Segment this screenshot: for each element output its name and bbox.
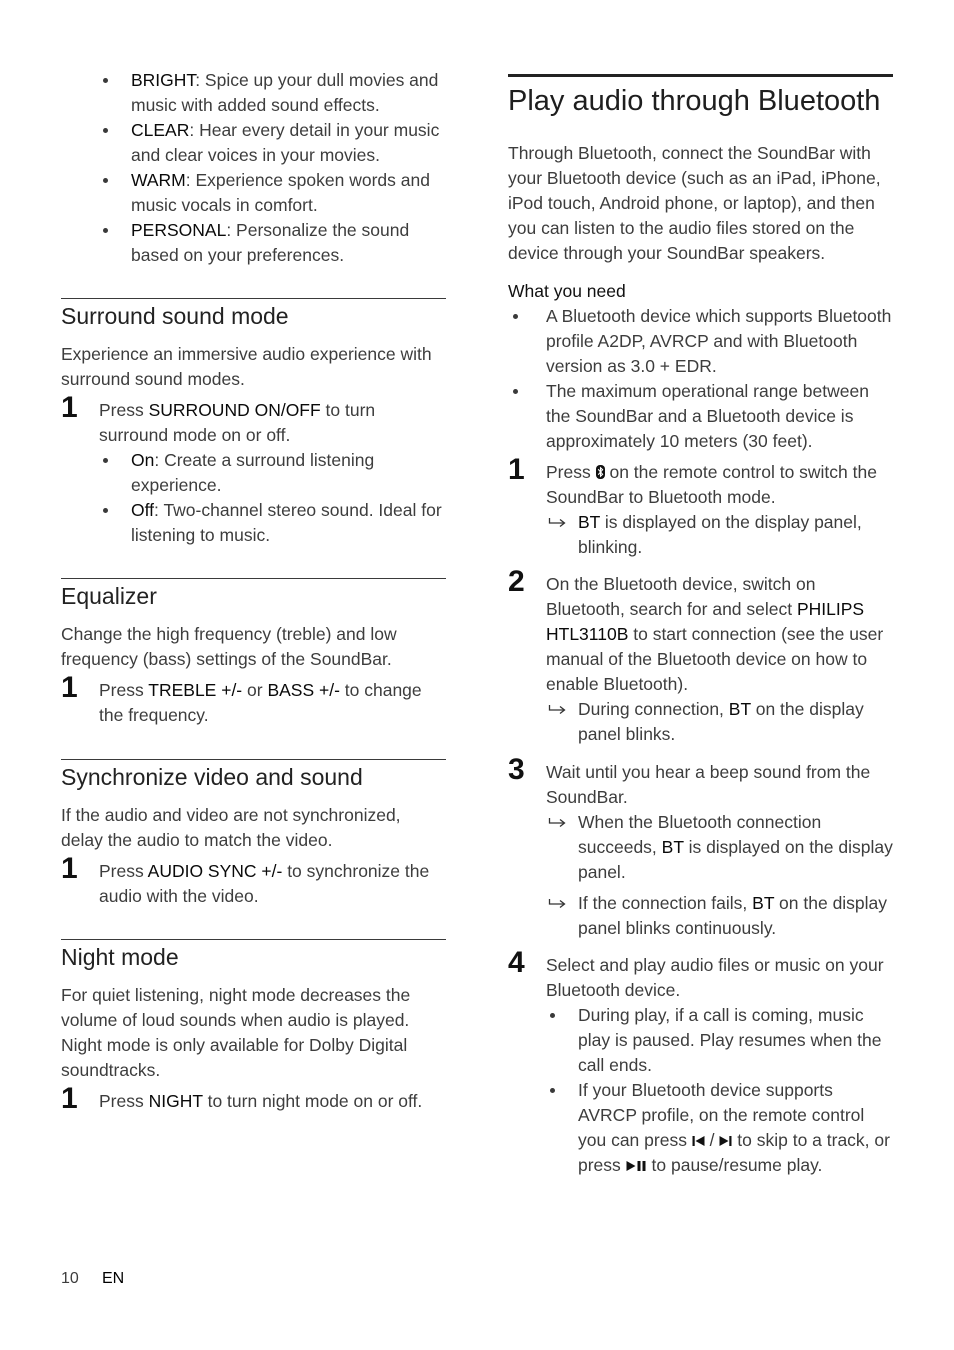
display-code: BT bbox=[752, 893, 775, 913]
note-item bbox=[508, 1078, 893, 1178]
step-text: Press bbox=[99, 680, 149, 700]
step-number: 2 bbox=[508, 565, 525, 598]
step-text: Wait until you hear a beep sound from the SoundBar. bbox=[546, 762, 871, 807]
device-name: PHILIPS HTL3110B bbox=[546, 599, 865, 644]
result-text: on the display panel blinks. bbox=[578, 699, 864, 744]
requirements-list bbox=[508, 304, 893, 454]
result-text: on the display panel blinks continuously. bbox=[578, 893, 888, 938]
key-label: SURROUND ON/OFF bbox=[148, 400, 321, 420]
requirement-item bbox=[508, 379, 893, 454]
surround-section bbox=[61, 298, 446, 548]
result-arrow-icon bbox=[548, 517, 566, 528]
result-arrow-icon bbox=[548, 898, 566, 909]
sound-mode-name: BRIGHT bbox=[131, 70, 196, 90]
bullet-dot bbox=[550, 1088, 555, 1093]
result-text: When the Bluetooth connection succeeds, bbox=[578, 812, 822, 857]
section-title: Synchronize video and sound bbox=[61, 764, 363, 790]
step-number: 1 bbox=[508, 453, 525, 486]
step-text: Press bbox=[99, 1091, 149, 1111]
note-item bbox=[508, 1003, 893, 1078]
bluetooth-section bbox=[508, 74, 893, 1178]
bullet-dot bbox=[103, 178, 108, 183]
bullet-dot bbox=[513, 314, 518, 319]
step-text: to synchronize the audio with the video. bbox=[99, 861, 430, 906]
display-code: BT bbox=[578, 512, 601, 532]
step-text: Press bbox=[99, 861, 148, 881]
step-text: Press bbox=[546, 462, 596, 482]
section-intro: Change the high frequency (treble) and low frequency (bass) settings of the SoundBar. bbox=[61, 624, 397, 669]
result-text: During connection, bbox=[578, 699, 729, 719]
section-title: Night mode bbox=[61, 944, 179, 970]
sound-mode-description: : Hear every detail in your music and clear voices in your movies. bbox=[131, 120, 440, 165]
display-code: BT bbox=[661, 837, 684, 857]
result-text: is displayed on the display panel. bbox=[578, 837, 893, 882]
section-intro: For quiet listening, night mode decreases the volume of loud sounds when audio is played. Night mode is only available for Dolby Digital soundtracks. bbox=[61, 985, 411, 1080]
result-text: is displayed on the display panel, blinking. bbox=[578, 512, 862, 557]
bullet-dot bbox=[103, 458, 108, 463]
step-text: to turn night mode on or off. bbox=[202, 1091, 423, 1111]
note-text: If your Bluetooth device supports AVRCP profile, on the remote control you can press bbox=[578, 1080, 865, 1150]
step-text: to start connection (see the user manual of the Bluetooth device on how to enable Bluetooth). bbox=[546, 624, 884, 694]
note-text: to pause/resume play. bbox=[646, 1155, 823, 1175]
night-section bbox=[61, 939, 446, 1114]
section-title: Equalizer bbox=[61, 583, 157, 609]
requirements-heading: What you need bbox=[508, 281, 626, 301]
play-pause-icon bbox=[626, 1160, 647, 1172]
note-list bbox=[508, 1003, 893, 1178]
sound-mode-description: : Personalize the sound based on your preferences. bbox=[131, 220, 410, 265]
equalizer-section bbox=[61, 578, 446, 728]
sound-mode-list bbox=[61, 68, 446, 268]
section-title: Surround sound mode bbox=[61, 303, 289, 329]
step bbox=[508, 946, 893, 1003]
option-list bbox=[61, 448, 446, 548]
next-track-icon bbox=[719, 1135, 732, 1147]
step bbox=[61, 852, 446, 909]
step bbox=[508, 565, 893, 697]
requirement-text: The maximum operational range between the SoundBar and a Bluetooth device is approximately 10 meters (30 feet). bbox=[546, 381, 869, 451]
step-number: 1 bbox=[61, 852, 78, 885]
bluetooth-icon bbox=[596, 465, 605, 479]
bullet-dot bbox=[103, 78, 108, 83]
section-intro: Experience an immersive audio experience with surround sound modes. bbox=[61, 344, 432, 389]
step-number: 3 bbox=[508, 753, 525, 786]
sync-section bbox=[61, 759, 446, 909]
key-label: NIGHT bbox=[148, 1091, 203, 1111]
sound-mode-item bbox=[61, 118, 446, 168]
result-item bbox=[508, 891, 893, 941]
key-label: BASS +/- bbox=[267, 680, 340, 700]
previous-track-icon bbox=[692, 1135, 705, 1147]
step-text: On the Bluetooth device, switch on Bluetooth, search for and select bbox=[546, 574, 816, 619]
requirement-text: A Bluetooth device which supports Bluetooth profile A2DP, AVRCP and with Bluetooth version as 3.0 + EDR. bbox=[546, 306, 892, 376]
sound-mode-item bbox=[61, 68, 446, 118]
bullet-dot bbox=[550, 1013, 555, 1018]
step-text: to change the frequency. bbox=[99, 680, 422, 725]
option-item bbox=[61, 498, 446, 548]
step-number: 1 bbox=[61, 671, 78, 704]
option-name: On bbox=[131, 450, 155, 470]
step bbox=[61, 1082, 446, 1115]
bullet-dot bbox=[103, 508, 108, 513]
sound-mode-item bbox=[61, 168, 446, 218]
step-number: 4 bbox=[508, 946, 525, 979]
display-code: BT bbox=[728, 699, 751, 719]
bullet-dot bbox=[103, 128, 108, 133]
result-arrow-icon bbox=[548, 704, 566, 715]
step-text: Press bbox=[99, 400, 149, 420]
step-text: to turn surround mode on or off. bbox=[99, 400, 376, 445]
step-text: on the remote control to switch the SoundBar to Bluetooth mode. bbox=[546, 462, 877, 507]
step bbox=[508, 753, 893, 810]
key-label: TREBLE +/- bbox=[148, 680, 243, 700]
result-item bbox=[508, 510, 893, 560]
sound-mode-name: PERSONAL bbox=[131, 220, 227, 240]
result-item bbox=[508, 697, 893, 747]
option-item bbox=[61, 448, 446, 498]
bullet-dot bbox=[103, 228, 108, 233]
result-list bbox=[508, 510, 893, 560]
result-list bbox=[508, 810, 893, 941]
result-text: If the connection fails, bbox=[578, 893, 753, 913]
section-intro: Through Bluetooth, connect the SoundBar with your Bluetooth device (such as an iPad, iPhone, iPod touch, Android phone, or laptop), and then you can listen to the audio files stored on the device through your SoundBar speakers. bbox=[508, 143, 881, 263]
note-text: to skip to a track, or press bbox=[578, 1130, 890, 1175]
result-arrow-icon bbox=[548, 817, 566, 828]
step-number: 1 bbox=[61, 1082, 78, 1115]
step-text: Select and play audio files or music on your Bluetooth device. bbox=[546, 955, 884, 1000]
page-number: 10 bbox=[61, 1270, 79, 1287]
option-description: : Create a surround listening experience. bbox=[131, 450, 375, 495]
step bbox=[61, 391, 446, 448]
language-code: EN bbox=[102, 1270, 125, 1287]
result-item bbox=[508, 810, 893, 885]
sound-mode-name: WARM bbox=[131, 170, 186, 190]
step bbox=[508, 453, 893, 510]
key-label: AUDIO SYNC +/- bbox=[147, 861, 283, 881]
note-text: / bbox=[704, 1130, 720, 1150]
option-name: Off bbox=[131, 500, 155, 520]
section-intro: If the audio and video are not synchronized, delay the audio to match the video. bbox=[61, 805, 401, 850]
option-description: : Two-channel stereo sound. Ideal for listening to music. bbox=[131, 500, 442, 545]
page-footer bbox=[61, 1266, 124, 1291]
section-rule bbox=[508, 74, 893, 77]
note-text: During play, if a call is coming, music play is paused. Play resumes when the call ends. bbox=[578, 1005, 882, 1075]
sound-mode-description: : Experience spoken words and music vocals in comfort. bbox=[131, 170, 430, 215]
step-number: 1 bbox=[61, 391, 78, 424]
sound-mode-description: : Spice up your dull movies and music with added sound effects. bbox=[131, 70, 439, 115]
step-text: or bbox=[242, 680, 268, 700]
requirement-item bbox=[508, 304, 893, 379]
step bbox=[61, 671, 446, 728]
sound-mode-name: CLEAR bbox=[131, 120, 190, 140]
page-title: Play audio through Bluetooth bbox=[508, 85, 881, 117]
result-list bbox=[508, 697, 893, 747]
sound-mode-item bbox=[61, 218, 446, 268]
bullet-dot bbox=[513, 389, 518, 394]
